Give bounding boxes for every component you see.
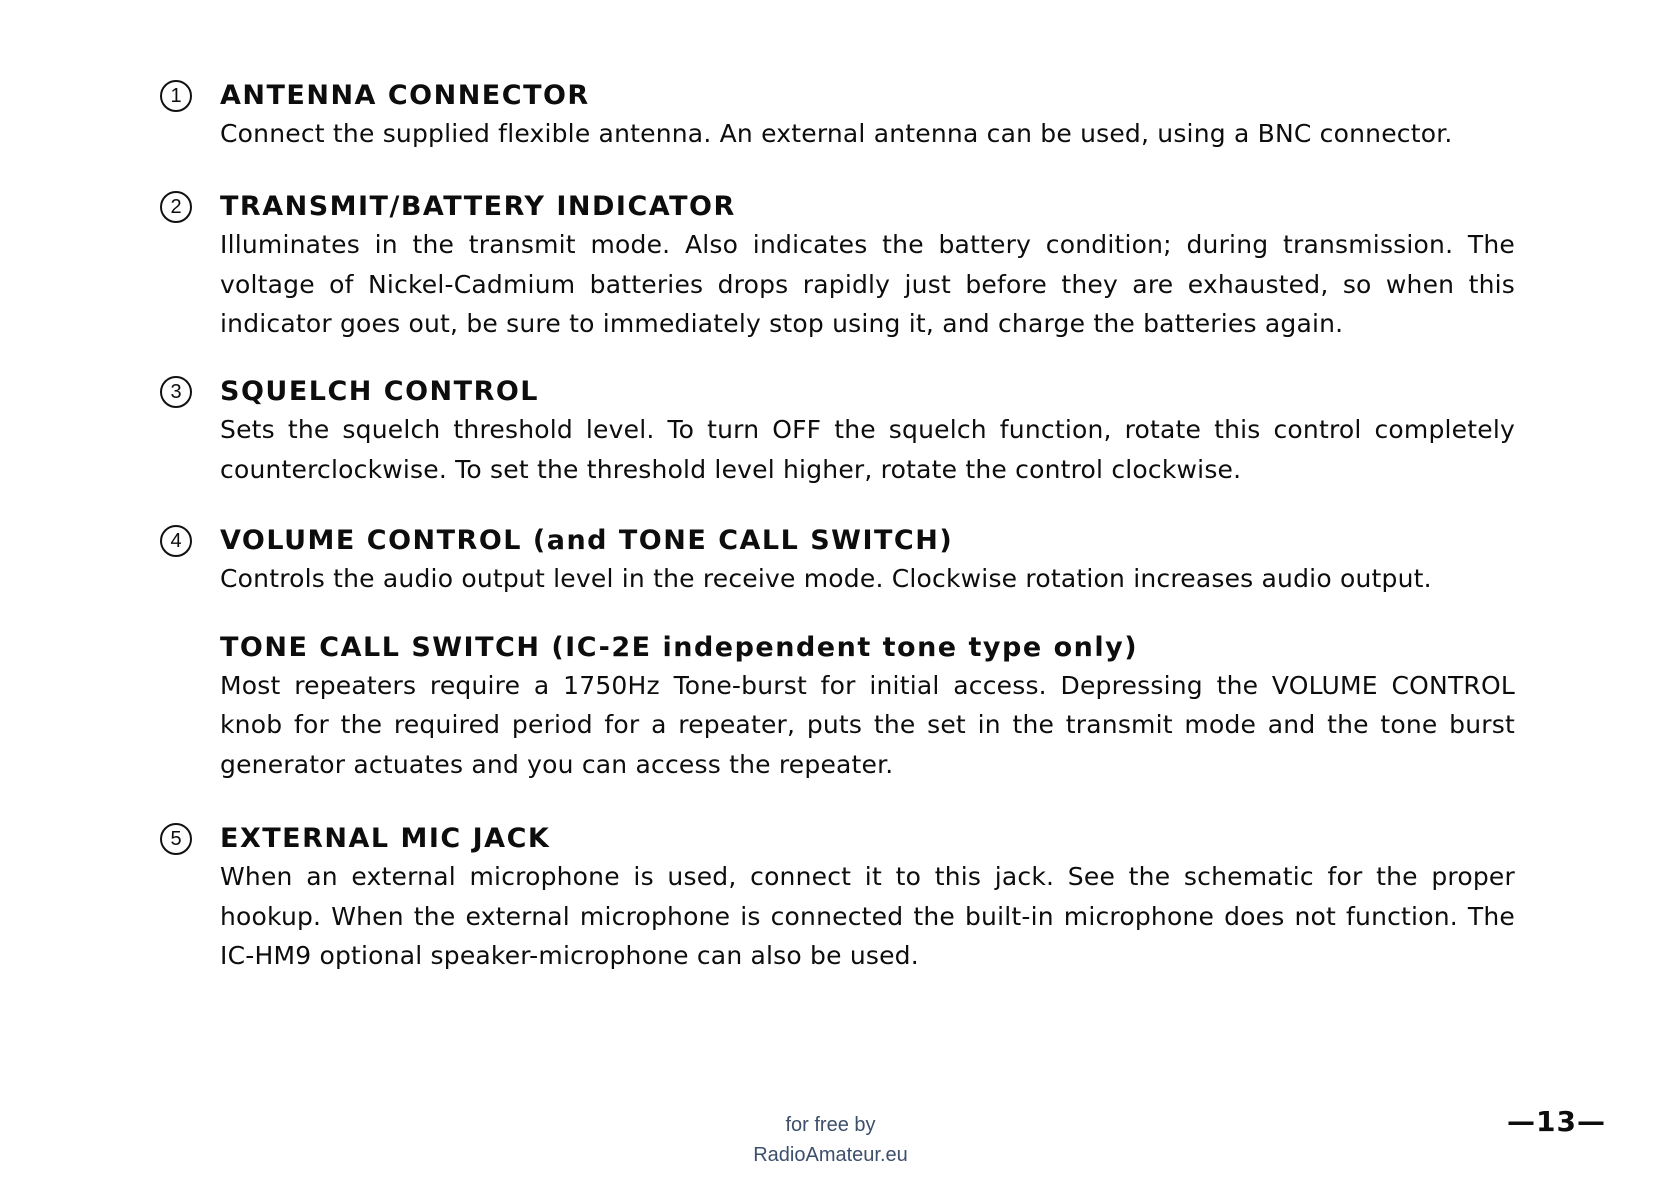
section-heading: TRANSMIT/BATTERY INDICATOR: [220, 191, 736, 222]
section-volume-control: [160, 523, 1515, 784]
sub-section-body: Most repeaters require a 1750Hz Tone-burst for initial access. Depressing the VOLUME CONTROL knob for the required period for a repeater, puts the set in the transmit mode and the tone burst generator actuates and you can access the repeater.: [220, 670, 1515, 779]
section-heading: SQUELCH CONTROL: [220, 376, 540, 407]
footer-credit-line2: RadioAmateur.eu: [753, 1144, 908, 1166]
section-body: Connect the supplied flexible antenna. An external antenna can be used, using a BNC connector.: [220, 119, 1453, 148]
section-squelch-control: [160, 374, 1515, 489]
section-antenna-connector: [160, 78, 1515, 154]
sub-section-heading: TONE CALL SWITCH (IC-2E independent tone type only): [220, 631, 1139, 663]
section-number-badge: 3: [160, 376, 192, 408]
section-heading: ANTENNA CONNECTOR: [220, 80, 590, 111]
section-number-badge: 1: [160, 80, 192, 112]
section-external-mic-jack: [160, 821, 1515, 976]
section-number-badge: 2: [160, 191, 192, 223]
section-heading: EXTERNAL MIC JACK: [220, 823, 551, 854]
section-body: Controls the audio output level in the receive mode. Clockwise rotation increases audio output.: [220, 564, 1432, 593]
section-body: Illuminates in the transmit mode. Also indicates the battery condition; during transmission. The voltage of Nickel-Cadmium batteries drops rapidly just before they are exhausted, so when this indicator goes out, be sure to immediately stop using it, and charge the batteries again.: [220, 230, 1515, 338]
section-number-badge: 5: [160, 823, 192, 855]
section-transmit-battery-indicator: [160, 189, 1515, 344]
section-number-badge: 4: [160, 525, 192, 557]
footer-credit-line1: for free by: [785, 1114, 876, 1136]
section-body: When an external microphone is used, connect it to this jack. See the schematic for the proper hookup. When the external microphone is connected the built-in microphone does not function. The IC-HM9 optional speaker-microphone can also be used.: [220, 862, 1515, 970]
section-body: Sets the squelch threshold level. To turn OFF the squelch function, rotate this control completely counterclockwise. To set the threshold level higher, rotate the control clockwise.: [220, 415, 1515, 484]
footer-credit: [0, 1110, 1661, 1170]
section-heading: VOLUME CONTROL (and TONE CALL SWITCH): [220, 525, 954, 556]
page-number: —13—: [1507, 1105, 1606, 1138]
